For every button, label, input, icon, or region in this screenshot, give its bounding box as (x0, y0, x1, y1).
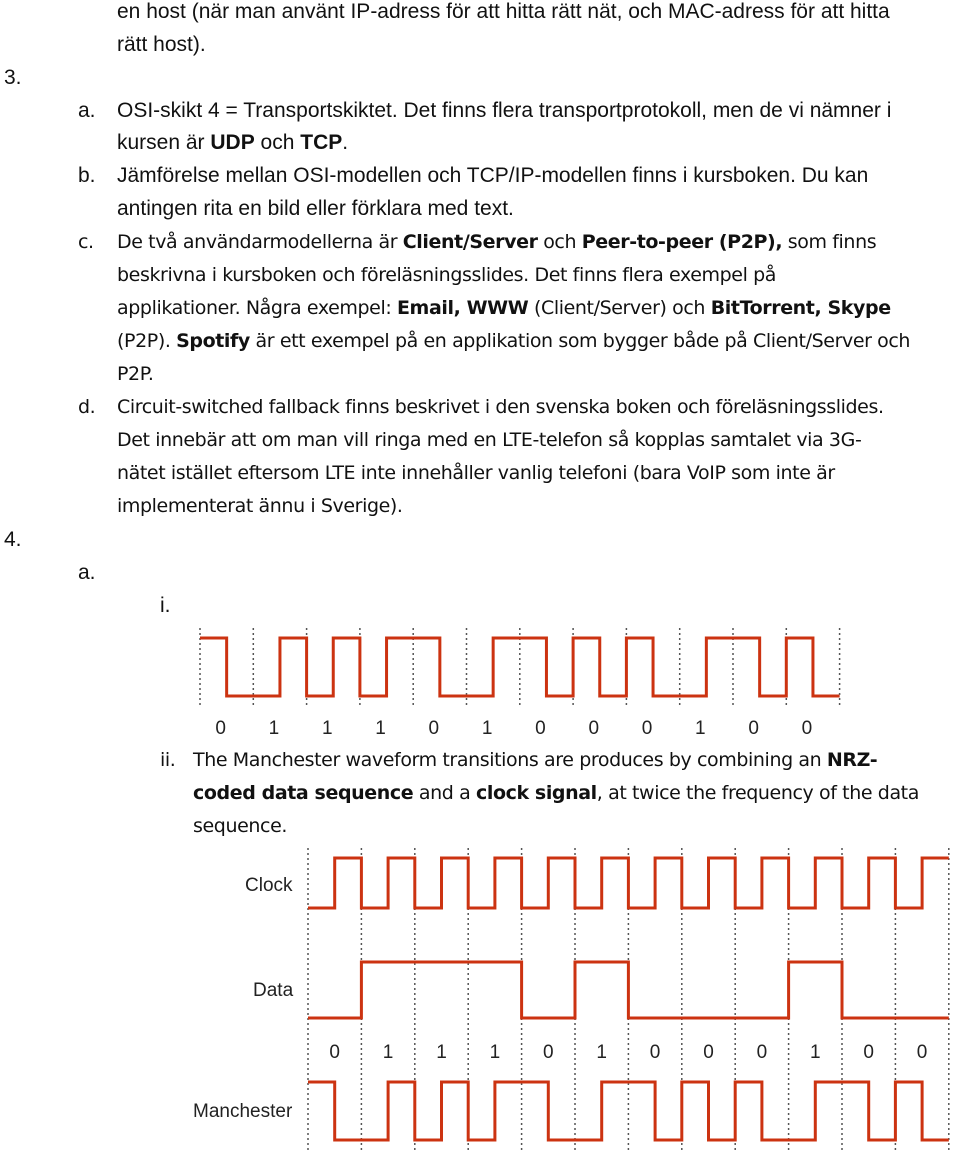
bit-label: 0 (863, 1042, 874, 1063)
spotify-term: Spotify (176, 330, 250, 352)
udp-term: UDP (210, 131, 255, 154)
bit-label: 1 (810, 1042, 821, 1063)
bit-label: 0 (801, 718, 813, 739)
email-www-term: Email, WWW (396, 297, 529, 319)
bit-label: 0 (588, 718, 600, 739)
q3c-text: applikationer. Några exempel: (117, 297, 397, 319)
q3d-line-2: Det innebär att om man vill ringa med en LTE-telefon så kopplas samtalet via 3G- (117, 429, 862, 451)
bit-label: 1 (489, 1042, 501, 1063)
bit-label: 1 (695, 718, 706, 739)
data-waveform (308, 962, 949, 1018)
q3c-text: är ett exempel på en applikation som bygger både på Client/Server och (249, 330, 911, 352)
client-server-term: Client/Server (402, 231, 538, 253)
q3c-letter: c. (78, 231, 94, 253)
bit-label: 1 (268, 718, 280, 739)
bit-label: 1 (481, 718, 493, 739)
clock-waveform (308, 858, 949, 908)
q4-text: , at twice the frequency of the data (596, 782, 919, 804)
q3c-text: De två användarmodellerna är (117, 231, 403, 253)
bit-label: 0 (543, 1042, 554, 1063)
question-3-number: 3. (4, 66, 22, 89)
bit-label: 0 (428, 718, 440, 739)
manchester-label: Manchester (193, 1101, 293, 1122)
q3b-line-1: Jämförelse mellan OSI-modellen och TCP/IP-modellen finns i kursboken. Du kan (117, 164, 869, 187)
bit-label: 0 (215, 718, 226, 739)
q3a-and: och (254, 131, 301, 154)
q3c-text: som finns (782, 231, 877, 253)
q3b-line-2: antingen rita en bild eller förklara med text. (117, 197, 514, 220)
p2p-term: Peer-to-peer (P2P), (581, 231, 783, 253)
bit-label: 0 (329, 1042, 340, 1063)
bit-label: 0 (748, 718, 759, 739)
q4a-letter: a. (78, 561, 96, 584)
q3a-line-1: OSI-skikt 4 = Transportskiktet. Det finns flera transportprotokoll, men de vi nämner i (117, 99, 892, 122)
q3d-line-4: implementerat ännu i Sverige). (117, 495, 403, 517)
bit-label: 1 (375, 718, 386, 739)
bit-label: 0 (756, 1042, 768, 1063)
q3c-text: (P2P). (117, 330, 177, 352)
bit-label: 1 (596, 1042, 607, 1063)
bit-label: 1 (321, 718, 333, 739)
q4a-ii-label: ii. (160, 749, 176, 771)
q3c-line-5: P2P. (117, 363, 154, 385)
q4-text: and a (413, 782, 476, 804)
q3a-end: . (342, 131, 349, 154)
coded-data-term: coded data sequence (193, 782, 414, 804)
q3d-line-1: Circuit-switched fallback finns beskrivet i den svenska boken och föreläsningsslides. (117, 396, 884, 418)
q3d-line-3: nätet istället eftersom LTE inte innehåller vanlig telefoni (bara VoIP som inte är (117, 462, 835, 484)
bit-label: 0 (641, 718, 653, 739)
bit-label: 1 (382, 1042, 394, 1063)
clock-label: Clock (245, 875, 293, 896)
clock-signal-term: clock signal (475, 782, 597, 804)
q3a-letter: a. (78, 99, 96, 122)
q3c-text: och (537, 231, 582, 253)
bit-label: 0 (916, 1042, 928, 1063)
q4-text: The Manchester waveform transitions are produces by combining an (193, 749, 827, 771)
bit-label: 0 (535, 718, 546, 739)
intro-line-2: rätt host). (117, 33, 206, 56)
q4a-i-label: i. (160, 594, 171, 617)
data-label: Data (253, 980, 294, 1001)
q3b-letter: b. (78, 164, 96, 187)
q3a-text: kursen är (117, 131, 211, 154)
manchester-waveform-2 (308, 1082, 949, 1140)
q4a-ii-line-3: sequence. (193, 815, 287, 837)
tcp-term: TCP (300, 131, 343, 154)
bit-label: 0 (649, 1042, 661, 1063)
bit-label: 0 (703, 1042, 714, 1063)
question-4-number: 4. (4, 528, 22, 551)
q3c-line-2: beskrivna i kursboken och föreläsningsslides. Det finns flera exempel på (117, 264, 776, 286)
bit-label: 1 (436, 1042, 447, 1063)
nrz-term: NRZ- (826, 749, 878, 771)
q3d-letter: d. (78, 396, 96, 418)
intro-line-1: en host (när man använt IP-adress för att hitta rätt nät, och MAC-adress för att hitta (117, 0, 890, 23)
bittorrent-skype-term: BitTorrent, Skype (710, 297, 891, 319)
q3c-text: (Client/Server) och (528, 297, 711, 319)
